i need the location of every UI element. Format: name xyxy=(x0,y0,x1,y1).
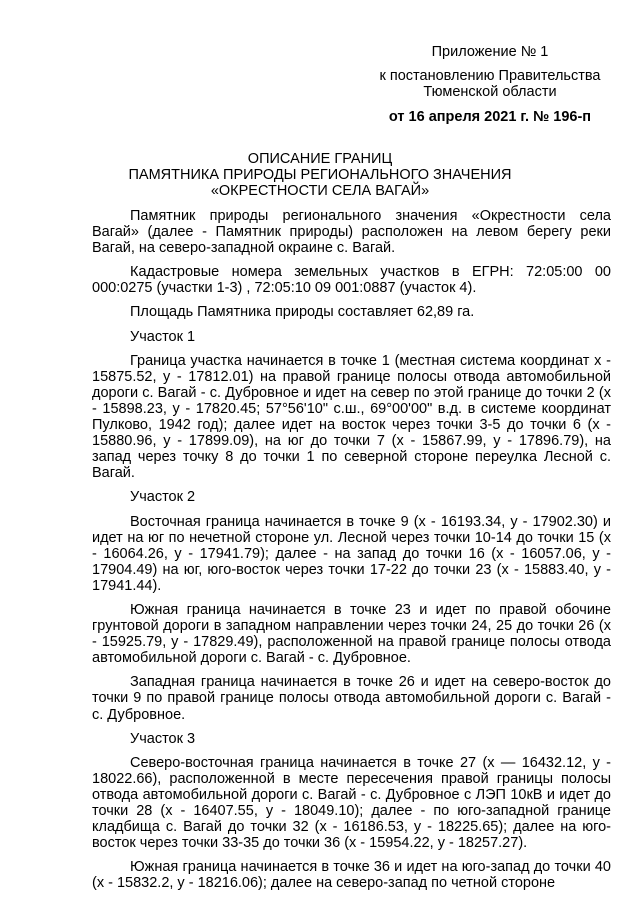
document-title xyxy=(90,151,550,199)
resolution-line-1: к постановлению Правительства xyxy=(379,68,601,84)
paragraph-plot-2-south: Южная граница начинается в точке 23 и идет по правой обочине грунтовой дороги в западном направлении через точки 24, 25 до точки 26 (х - 15925.79, у - 17829.49), расположенной на правой границе полосы отвода автомобильной дороги с. Вагай - с. Дубровное. xyxy=(92,601,611,667)
paragraph-location: Памятник природы регионального значения «Окрестности села Вагай» (далее - Памятник природы) расположен на левом берегу реки Вагай, на северо-западной окраине с. Вагай. xyxy=(92,208,611,257)
section-heading-plot-3: Участок 3 xyxy=(130,730,196,747)
paragraph-plot-3-south: Южная граница начинается в точке 36 и идет на юго-запад до точки 40 (х - 15832.2, у - 18216.06); далее на северо-запад по четной стороне xyxy=(92,859,611,892)
paragraph-plot-2-east: Восточная граница начинается в точке 9 (х - 16193.34, у - 17902.30) и идет на юг по нечетной стороне ул. Лесной через точки 10-14 до точки 15 (х - 16064.26, у - 17941.79); далее - на запад до точки 16 (х - 16057.06, у - 17904.49) на юг, юго-восток через точки 17-22 до точки 23 (х - 15883.40, у - 17941.44). xyxy=(92,513,611,594)
section-heading-plot-1: Участок 1 xyxy=(130,328,196,345)
title-line-3: «ОКРЕСТНОСТИ СЕЛА ВАГАЙ» xyxy=(210,183,430,199)
appendix-number: Приложение № 1 xyxy=(431,44,549,60)
document-body xyxy=(92,208,611,899)
appendix-header xyxy=(360,44,620,125)
title-line-1: ОПИСАНИЕ ГРАНИЦ xyxy=(247,151,393,167)
paragraph-plot-1: Граница участка начинается в точке 1 (местная система координат х - 15875.52, у - 17812.01) на правой границе полосы отвода автомобильной дороги с. Вагай - с. Дубровное и идет на север по этой границе до точки 2 (х - 15898.23, у - 17820.45; 57°56'10" с.ш., 69°00'00" в.д. в системе координат Пулково, 1942 год); далее идет на восток через точки 3-5 до точки 6 (х - 15880.96, у - 17899.09), на юг до точки 7 (х - 15867.99, у - 17896.79), на запад через точку 8 до точки 1 по северной стороне переулка Лесной с. Вагай. xyxy=(92,352,611,482)
paragraph-area: Площадь Памятника природы составляет 62,89 га. xyxy=(130,304,475,321)
paragraph-plot-3-northeast: Северо-восточная граница начинается в точке 27 (х — 16432.12, у - 18022.66), расположенной в месте пересечения правой границы полосы отвода автомобильной дороги с. Вагай - с. Дубровное с ЛЭП 10кВ и идет до точки 28 (х - 16407.55, у - 18049.10); далее - по юго-западной границе кладбища с. Вагай до точки 32 (х - 16186.53, у - 18225.65); далее на юго-восток через точки 33-35 до точки 36 (х - 15954.22, у - 18257.27). xyxy=(92,754,611,852)
resolution-date-number: от 16 апреля 2021 г. № 196-п xyxy=(388,109,592,125)
title-line-2: ПАМЯТНИКА ПРИРОДЫ РЕГИОНАЛЬНОГО ЗНАЧЕНИЯ xyxy=(128,167,512,183)
section-heading-plot-2: Участок 2 xyxy=(130,489,196,506)
paragraph-plot-2-west: Западная граница начинается в точке 26 и идет на северо-восток до точки 9 по правой границе полосы отвода автомобильной дороги с. Вагай - с. Дубровное. xyxy=(92,674,611,723)
resolution-line-2: Тюменской области xyxy=(423,84,557,100)
paragraph-cadastral: Кадастровые номера земельных участков в ЕГРН: 72:05:00 00 000:0275 (участки 1-3) , 72:05:10 09 001:0887 (участок 4). xyxy=(92,264,611,297)
